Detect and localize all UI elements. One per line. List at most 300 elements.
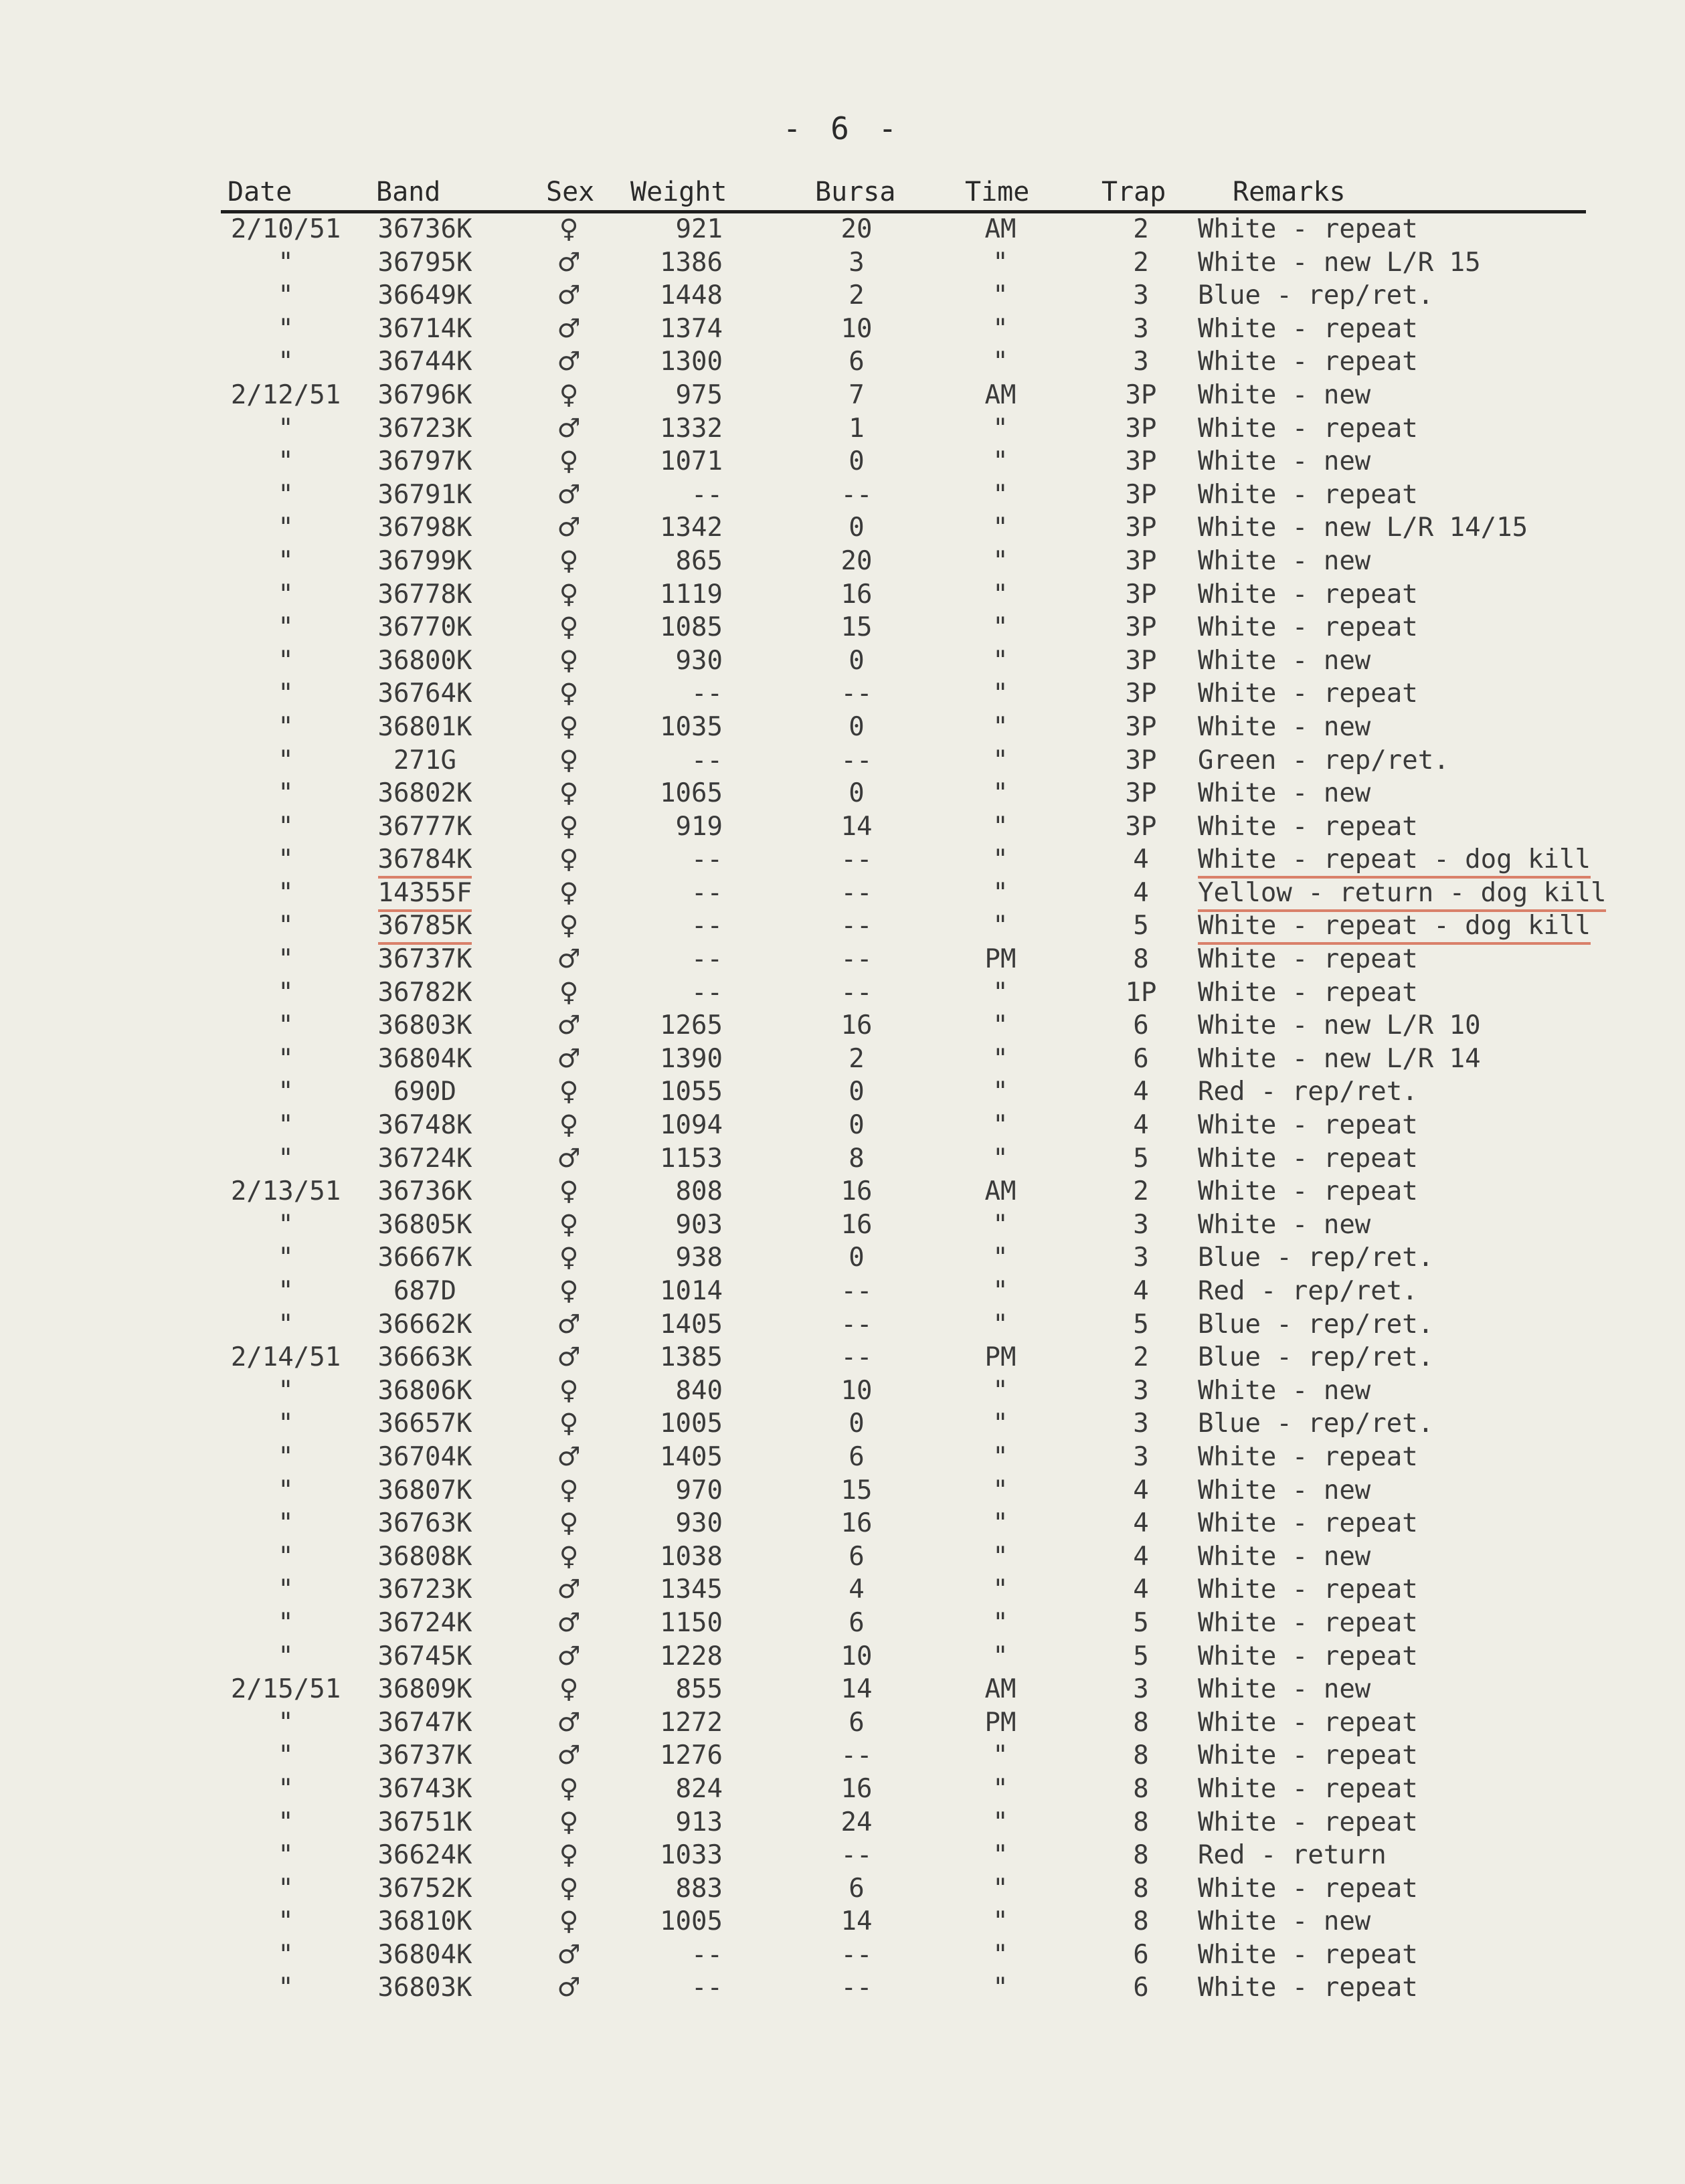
table-row (0, 1605, 1685, 1639)
table-row (0, 908, 1685, 941)
cell-band: 690D (393, 1077, 456, 1107)
cell-bursa: 0 (849, 645, 865, 676)
cell-band: 36803K (377, 1010, 472, 1041)
table-row (0, 1705, 1685, 1738)
cell-sex: ♀ (559, 1176, 579, 1207)
cell-sex: ♂ (557, 1574, 581, 1605)
cell-weight: 1405 (660, 1441, 723, 1472)
cell-trap: 2 (1133, 247, 1149, 278)
cell-bursa: 16 (840, 1010, 873, 1041)
cell-bursa: 16 (840, 579, 873, 610)
cell-sex: ♂ (557, 944, 581, 975)
cell-date: " (278, 313, 294, 344)
cell-weight: 1071 (660, 446, 723, 477)
cell-band: 36744K (377, 347, 472, 377)
band-underlined: 14355F (378, 878, 472, 912)
cell-date: " (278, 911, 294, 941)
cell-trap: 6 (1133, 1043, 1149, 1074)
table-row (0, 1970, 1685, 2003)
cell-time: PM (984, 1707, 1016, 1738)
cell-band: 36764K (377, 678, 472, 709)
cell-band: 36724K (377, 1143, 472, 1174)
cell-remarks: White - new L/R 10 (1198, 1010, 1481, 1041)
cell-sex: ♂ (557, 1740, 581, 1771)
cell-date: " (278, 778, 294, 809)
cell-band: 36799K (377, 545, 472, 576)
cell-weight: 865 (675, 545, 723, 576)
cell-remarks: White - repeat (1198, 1176, 1418, 1207)
cell-sex: ♀ (559, 1276, 579, 1306)
cell-time: " (992, 1475, 1008, 1506)
cell-weight: -- (691, 1973, 723, 2003)
cell-band: 36723K (377, 413, 472, 444)
cell-time: " (992, 778, 1008, 809)
cell-date: 2/13/51 (230, 1176, 341, 1207)
cell-trap: 3 (1133, 1375, 1149, 1406)
cell-bursa: -- (840, 1276, 873, 1306)
remarks-underlined: White - repeat - dog kill (1198, 844, 1591, 879)
cell-date: " (278, 645, 294, 676)
cell-weight: 913 (675, 1807, 723, 1837)
cell-band: 687D (393, 1276, 456, 1306)
cell-date: " (278, 413, 294, 444)
cell-sex: ♀ (559, 379, 579, 410)
cell-date: " (278, 711, 294, 742)
cell-date: " (278, 1209, 294, 1240)
cell-trap: 4 (1133, 1077, 1149, 1107)
cell-sex: ♀ (559, 745, 579, 776)
cell-time: " (992, 1077, 1008, 1107)
cell-sex: ♂ (557, 1441, 581, 1472)
cell-trap: 8 (1133, 1707, 1149, 1738)
cell-trap: 8 (1133, 1773, 1149, 1804)
cell-remarks: Blue - rep/ret. (1198, 1342, 1434, 1373)
cell-weight: 1386 (660, 247, 723, 278)
cell-sex: ♀ (559, 678, 579, 709)
cell-trap: 4 (1133, 1475, 1149, 1506)
cell-remarks: White - repeat (1198, 1807, 1418, 1837)
cell-band: 36748K (377, 1110, 472, 1141)
table-row (0, 1506, 1685, 1539)
cell-sex: ♂ (557, 347, 581, 377)
cell-band: 36804K (377, 1043, 472, 1074)
table-row (0, 477, 1685, 511)
cell-trap: 3 (1133, 1674, 1149, 1705)
cell-remarks: White - repeat (1198, 1707, 1418, 1738)
cell-band: 36724K (377, 1607, 472, 1638)
cell-date: " (278, 1906, 294, 1937)
cell-trap: 3P (1125, 778, 1157, 809)
cell-band: 36743K (377, 1773, 472, 1804)
cell-sex: ♀ (559, 1375, 579, 1406)
cell-time: " (992, 1309, 1008, 1340)
cell-trap: 2 (1133, 214, 1149, 244)
table-row (0, 245, 1685, 278)
cell-bursa: -- (840, 877, 873, 908)
cell-time: " (992, 1441, 1008, 1472)
cell-bursa: -- (840, 1740, 873, 1771)
cell-remarks: Blue - rep/ret. (1198, 1243, 1434, 1273)
cell-time: " (992, 347, 1008, 377)
cell-date: " (278, 280, 294, 311)
cell-time: " (992, 1243, 1008, 1273)
cell-remarks (1198, 878, 1606, 908)
table-row (0, 709, 1685, 743)
cell-remarks: White - new L/R 14 (1198, 1043, 1481, 1074)
cell-date: 2/10/51 (230, 214, 341, 244)
cell-remarks: Blue - rep/ret. (1198, 280, 1434, 311)
cell-remarks: White - repeat (1198, 1939, 1418, 1970)
cell-weight: 808 (675, 1176, 723, 1207)
cell-date: " (278, 1840, 294, 1871)
cell-time: " (992, 877, 1008, 908)
cell-date: " (278, 545, 294, 576)
cell-bursa: -- (840, 1939, 873, 1970)
table-row (0, 1904, 1685, 1937)
cell-trap: 8 (1133, 1807, 1149, 1837)
cell-weight: 1094 (660, 1110, 723, 1141)
cell-weight: 1033 (660, 1840, 723, 1871)
header-time: Time (965, 177, 1030, 207)
cell-remarks: White - repeat (1198, 347, 1418, 377)
table-row (0, 1240, 1685, 1273)
cell-band: 271G (393, 745, 456, 776)
table-row (0, 975, 1685, 1008)
cell-remarks: White - new (1198, 645, 1371, 676)
cell-weight: -- (691, 944, 723, 975)
cell-weight: 1005 (660, 1906, 723, 1937)
cell-sex: ♀ (559, 1807, 579, 1837)
cell-time: " (992, 911, 1008, 941)
cell-time: " (992, 545, 1008, 576)
table-row (0, 676, 1685, 709)
cell-remarks: White - repeat (1198, 944, 1418, 975)
cell-trap: 1P (1125, 977, 1157, 1008)
table-row (0, 444, 1685, 477)
cell-weight: 1345 (660, 1574, 723, 1605)
cell-date: " (278, 1773, 294, 1804)
cell-sex: ♀ (559, 877, 579, 908)
header-sex: Sex (546, 177, 595, 207)
cell-weight: 1085 (660, 612, 723, 643)
cell-sex: ♂ (557, 1010, 581, 1041)
cell-remarks: White - new (1198, 446, 1371, 477)
table-row (0, 1406, 1685, 1439)
cell-remarks: White - new (1198, 1541, 1371, 1572)
cell-weight: 1342 (660, 513, 723, 543)
cell-weight: 1385 (660, 1342, 723, 1373)
cell-band: 36796K (377, 379, 472, 410)
cell-bursa: 0 (849, 513, 865, 543)
cell-weight: -- (691, 678, 723, 709)
cell-time: " (992, 479, 1008, 510)
cell-sex: ♀ (559, 1840, 579, 1871)
cell-bursa: -- (840, 1342, 873, 1373)
cell-remarks: Red - return (1198, 1840, 1387, 1871)
cell-remarks: White - repeat (1198, 1110, 1418, 1141)
cell-remarks: White - new (1198, 1375, 1371, 1406)
cell-bursa: 0 (849, 1243, 865, 1273)
table-row (0, 1141, 1685, 1174)
cell-bursa: 14 (840, 1674, 873, 1705)
cell-bursa: 0 (849, 446, 865, 477)
table-row (0, 1639, 1685, 1672)
cell-trap: 4 (1133, 1574, 1149, 1605)
cell-bursa: -- (840, 479, 873, 510)
cell-sex: ♀ (559, 1408, 579, 1439)
cell-date: " (278, 347, 294, 377)
cell-time: " (992, 1840, 1008, 1871)
cell-date: " (278, 247, 294, 278)
cell-weight: 903 (675, 1209, 723, 1240)
cell-time: " (992, 1541, 1008, 1572)
cell-time: " (992, 711, 1008, 742)
cell-trap: 3P (1125, 545, 1157, 576)
cell-trap: 3 (1133, 1441, 1149, 1472)
cell-band: 36752K (377, 1873, 472, 1904)
cell-date: " (278, 977, 294, 1008)
cell-bursa: 24 (840, 1807, 873, 1837)
cell-time: " (992, 1276, 1008, 1306)
table-row (0, 743, 1685, 776)
table-row (0, 1041, 1685, 1075)
cell-sex: ♀ (559, 579, 579, 610)
cell-date: " (278, 1873, 294, 1904)
cell-remarks: White - repeat (1198, 214, 1418, 244)
cell-remarks: Blue - rep/ret. (1198, 1408, 1434, 1439)
cell-sex: ♂ (557, 479, 581, 510)
cell-sex: ♂ (557, 1607, 581, 1638)
cell-trap: 4 (1133, 1110, 1149, 1141)
cell-band: 36797K (377, 446, 472, 477)
table-row (0, 1273, 1685, 1307)
cell-trap: 4 (1133, 1276, 1149, 1306)
cell-trap: 3P (1125, 446, 1157, 477)
cell-band: 36806K (377, 1375, 472, 1406)
cell-trap: 4 (1133, 1508, 1149, 1539)
cell-trap: 5 (1133, 1607, 1149, 1638)
table-row (0, 1373, 1685, 1406)
cell-remarks: Red - rep/ret. (1198, 1276, 1418, 1306)
cell-trap: 8 (1133, 1873, 1149, 1904)
table-row (0, 1174, 1685, 1207)
cell-bursa: 6 (849, 347, 865, 377)
cell-bursa: -- (840, 1973, 873, 2003)
table-row (0, 809, 1685, 842)
cell-time: " (992, 280, 1008, 311)
cell-time: AM (984, 214, 1016, 244)
cell-time: AM (984, 1674, 1016, 1705)
table-row (0, 1837, 1685, 1871)
cell-band: 36801K (377, 711, 472, 742)
cell-bursa: 10 (840, 1641, 873, 1671)
header-remarks: Remarks (1233, 177, 1346, 207)
table-row (0, 875, 1685, 909)
cell-weight: 883 (675, 1873, 723, 1904)
cell-sex: ♂ (557, 1641, 581, 1671)
cell-remarks: White - repeat (1198, 313, 1418, 344)
cell-band: 36782K (377, 977, 472, 1008)
cell-remarks: White - repeat (1198, 1574, 1418, 1605)
header-trap: Trap (1101, 177, 1166, 207)
cell-bursa: 20 (840, 545, 873, 576)
cell-sex: ♀ (559, 1674, 579, 1705)
cell-sex: ♀ (559, 1873, 579, 1904)
table-row (0, 1771, 1685, 1805)
cell-date: " (278, 1408, 294, 1439)
cell-sex: ♀ (559, 1110, 579, 1141)
cell-band: 36624K (377, 1840, 472, 1871)
cell-trap: 3P (1125, 413, 1157, 444)
cell-weight: 1228 (660, 1641, 723, 1671)
cell-date: " (278, 612, 294, 643)
cell-sex: ♀ (559, 778, 579, 809)
cell-time: " (992, 1641, 1008, 1671)
cell-date: " (278, 1077, 294, 1107)
cell-weight: 930 (675, 645, 723, 676)
cell-weight: 1038 (660, 1541, 723, 1572)
cell-date: " (278, 1143, 294, 1174)
cell-date: " (278, 446, 294, 477)
cell-bursa: -- (840, 1309, 873, 1340)
cell-trap: 3 (1133, 1209, 1149, 1240)
cell-date: " (278, 1243, 294, 1273)
cell-bursa: 7 (849, 379, 865, 410)
cell-weight: 1448 (660, 280, 723, 311)
cell-band: 36704K (377, 1441, 472, 1472)
cell-trap: 3P (1125, 579, 1157, 610)
table-row (0, 842, 1685, 875)
cell-date: " (278, 1110, 294, 1141)
cell-sex: ♀ (559, 1906, 579, 1937)
table-row (0, 1207, 1685, 1241)
cell-time: " (992, 1773, 1008, 1804)
cell-date: " (278, 1375, 294, 1406)
cell-bursa: 0 (849, 1077, 865, 1107)
cell-time: " (992, 313, 1008, 344)
cell-time: " (992, 1939, 1008, 1970)
cell-sex: ♂ (557, 247, 581, 278)
cell-weight: -- (691, 977, 723, 1008)
cell-date: " (278, 1541, 294, 1572)
cell-date: " (278, 844, 294, 875)
cell-trap: 6 (1133, 1973, 1149, 2003)
cell-time: " (992, 1110, 1008, 1141)
cell-band: 36802K (377, 778, 472, 809)
cell-bursa: -- (840, 844, 873, 875)
cell-trap: 3P (1125, 379, 1157, 410)
cell-sex: ♀ (559, 711, 579, 742)
cell-time: PM (984, 1342, 1016, 1373)
cell-trap: 3 (1133, 347, 1149, 377)
cell-remarks: Green - rep/ret. (1198, 745, 1449, 776)
cell-remarks (1198, 911, 1591, 941)
cell-bursa: 0 (849, 711, 865, 742)
cell-remarks: White - new (1198, 545, 1371, 576)
cell-date: " (278, 1740, 294, 1771)
cell-bursa: 3 (849, 247, 865, 278)
cell-weight: 975 (675, 379, 723, 410)
cell-trap: 3 (1133, 280, 1149, 311)
cell-band: 36810K (377, 1906, 472, 1937)
cell-band: 36795K (377, 247, 472, 278)
cell-bursa: 16 (840, 1176, 873, 1207)
cell-date: " (278, 1641, 294, 1671)
cell-bursa: 6 (849, 1441, 865, 1472)
cell-bursa: 15 (840, 612, 873, 643)
cell-remarks: Red - rep/ret. (1198, 1077, 1418, 1107)
cell-weight: 1300 (660, 347, 723, 377)
cell-time: " (992, 1408, 1008, 1439)
table-row (0, 377, 1685, 411)
cell-band: 36649K (377, 280, 472, 311)
cell-time: " (992, 612, 1008, 643)
cell-time: " (992, 745, 1008, 776)
cell-date: " (278, 1574, 294, 1605)
cell-trap: 2 (1133, 1176, 1149, 1207)
cell-weight: 1272 (660, 1707, 723, 1738)
cell-date: " (278, 1973, 294, 2003)
cell-band: 36667K (377, 1243, 472, 1273)
cell-bursa: -- (840, 911, 873, 941)
cell-trap: 3 (1133, 1408, 1149, 1439)
cell-bursa: 6 (849, 1873, 865, 1904)
cell-band: 36763K (377, 1508, 472, 1539)
cell-sex: ♀ (559, 911, 579, 941)
cell-weight: 919 (675, 811, 723, 842)
cell-weight: -- (691, 745, 723, 776)
cell-weight: 1014 (660, 1276, 723, 1306)
cell-remarks: White - new (1198, 711, 1371, 742)
cell-remarks: White - repeat (1198, 413, 1418, 444)
cell-date: " (278, 1807, 294, 1837)
cell-bursa: 14 (840, 811, 873, 842)
cell-date: " (278, 1707, 294, 1738)
cell-sex: ♀ (559, 1077, 579, 1107)
table-row (0, 1439, 1685, 1473)
cell-time: " (992, 1010, 1008, 1041)
cell-time: " (992, 977, 1008, 1008)
table-row (0, 1074, 1685, 1107)
table-row (0, 311, 1685, 345)
cell-bursa: 6 (849, 1541, 865, 1572)
cell-time: " (992, 247, 1008, 278)
cell-remarks: Blue - rep/ret. (1198, 1309, 1434, 1340)
cell-sex: ♀ (559, 214, 579, 244)
band-underlined: 36785K (378, 911, 472, 945)
cell-bursa: 8 (849, 1143, 865, 1174)
table-row (0, 1805, 1685, 1838)
cell-remarks: White - repeat (1198, 1641, 1418, 1671)
cell-sex: ♂ (557, 1043, 581, 1074)
cell-date: " (278, 1508, 294, 1539)
cell-time: " (992, 1906, 1008, 1937)
cell-trap: 8 (1133, 1740, 1149, 1771)
cell-sex: ♂ (557, 1939, 581, 1970)
cell-time: " (992, 413, 1008, 444)
cell-bursa: 6 (849, 1707, 865, 1738)
cell-remarks: White - new (1198, 1674, 1371, 1705)
cell-remarks: White - new (1198, 379, 1371, 410)
table-row (0, 1738, 1685, 1771)
cell-date: " (278, 811, 294, 842)
cell-bursa: 0 (849, 1408, 865, 1439)
cell-time: " (992, 1607, 1008, 1638)
cell-band: 36663K (377, 1342, 472, 1373)
cell-weight: 921 (675, 214, 723, 244)
table-row (0, 510, 1685, 543)
header-date: Date (228, 177, 292, 207)
